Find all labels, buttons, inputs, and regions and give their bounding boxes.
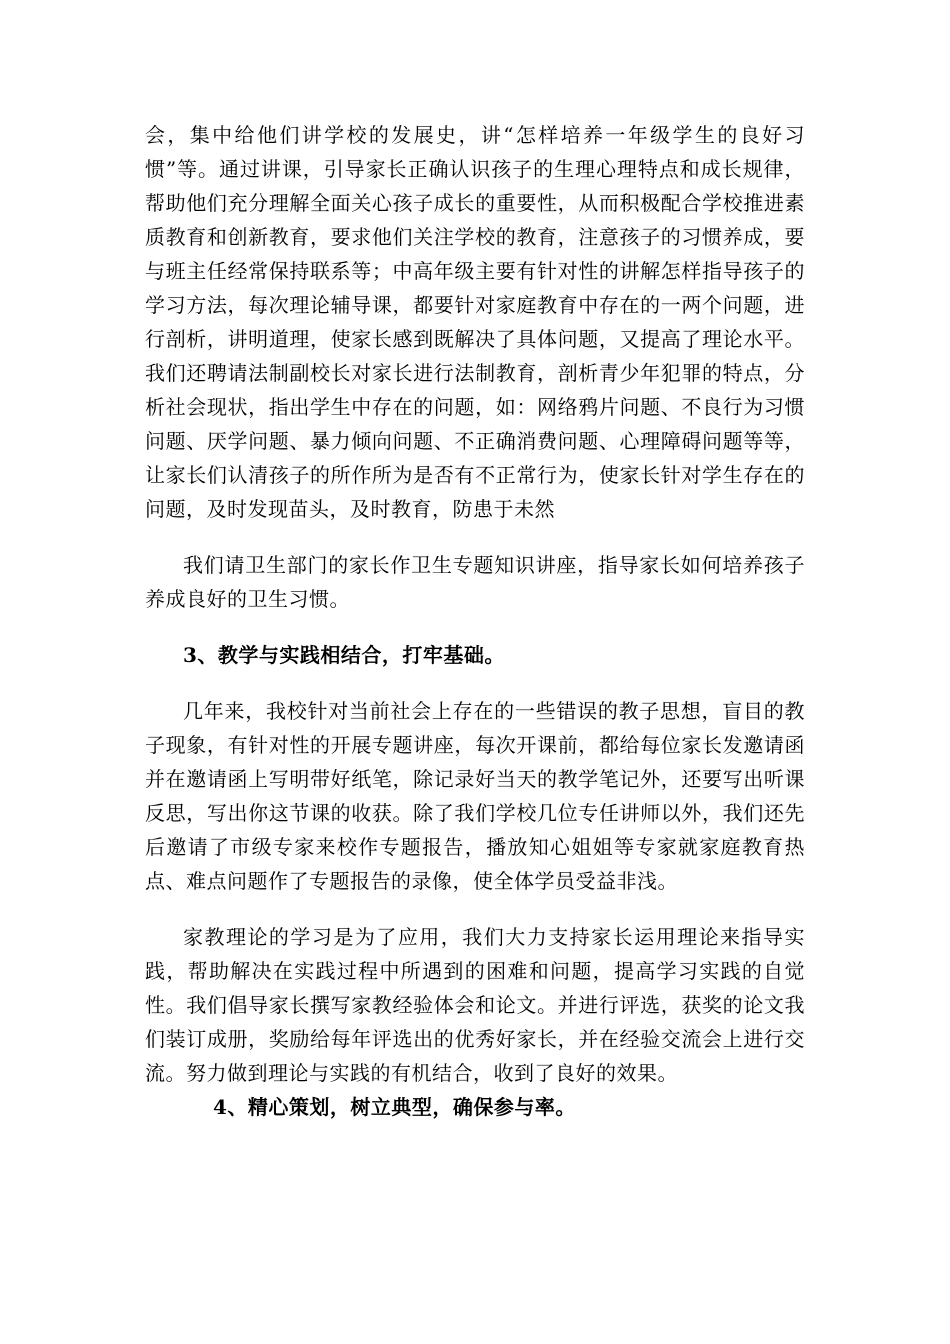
- paragraph-theory-practice: 家教理论的学习是为了应用，我们大力支持家长运用理论来指导实践，帮助解决在实践过程中所遇到的困难和问题，提高学习实践的自觉性。我们倡导家长撰写家教经验体会和论文。并进行评选，获奖的论文我们装订成册，奖励给每年评选出的优秀好家长，并在经验交流会上进行交流。努力做到理论与实践的有机结合，收到了良好的效果。: [145, 925, 805, 1085]
- section-heading-3: 3、教学与实践相结合，打牢基础。: [183, 643, 505, 667]
- paragraph-special-lectures: 几年来，我校针对当前社会上存在的一些错误的教子思想，盲目的教子现象，有针对性的开展专题讲座，每次开课前，都给每位家长发邀请函并在邀请函上写明带好纸笔，除记录好当天的教学笔记外，还要写出听课反思，写出你这节课的收获。除了我们学校几位专任讲师以外，我们还先后邀请了市级专家来校作专题报告，播放知心姐姐等专家就家庭教育热点、难点问题作了专题报告的录像，使全体学员受益非浅。: [145, 699, 805, 893]
- document-page: [145, 118, 805, 1124]
- paragraph-health-lecture: 我们请卫生部门的家长作卫生专题知识讲座，指导家长如何培养孩子养成良好的卫生习惯。: [145, 553, 805, 611]
- section-heading-4: 4、精心策划，树立典型，确保参与率。: [213, 1095, 576, 1119]
- paragraph-parent-lectures: 会，集中给他们讲学校的发展史，讲“怎样培养一年级学生的良好习惯”等。通过讲课，引导家长正确认识孩子的生理心理特点和成长规律，帮助他们充分理解全面关心孩子成长的重要性，从而积极配合学校推进素质教育和创新教育，要求他们关注学校的教育，注意孩子的习惯养成，要与班主任经常保持联系等；中高年级主要有针对性的讲解怎样指导孩子的学习方法，每次理论辅导课，都要针对家庭教育中存在的一两个问题，进行剖析，讲明道理，使家长感到既解决了具体问题，又提高了理论水平。我们还聘请法制副校长对家长进行法制教育，剖析青少年犯罪的特点，分析社会现状，指出学生中存在的问题，如：网络鸦片问题、不良行为习惯问题、厌学问题、暴力倾向问题、不正确消费问题、心理障碍问题等等，让家长们认清孩子的所作所为是否有不正常行为，使家长针对学生存在的问题，及时发现苗头，及时教育，防患于未然: [145, 123, 805, 521]
